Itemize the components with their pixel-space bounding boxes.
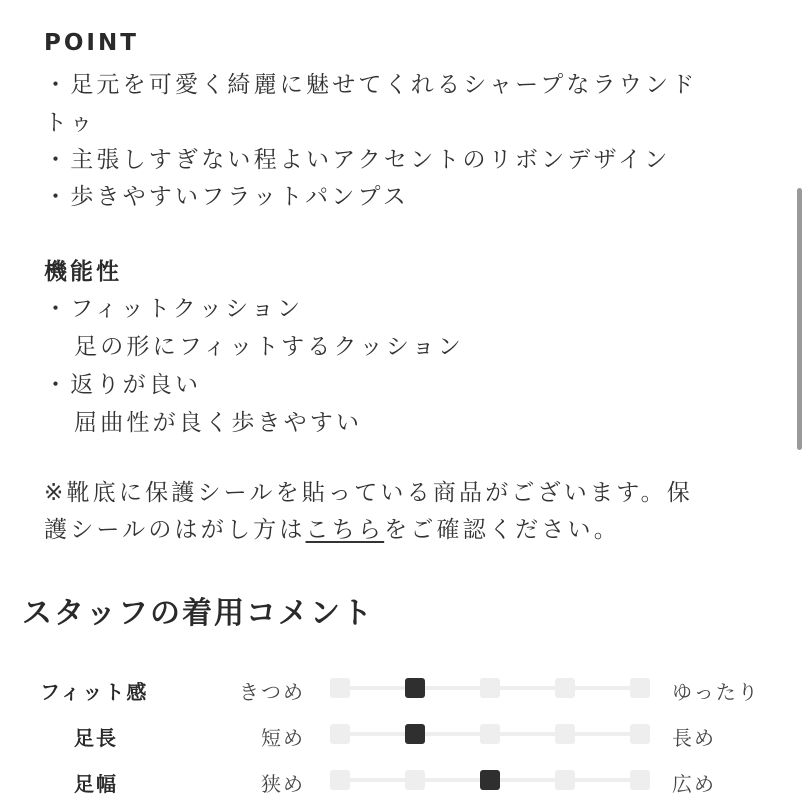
function-line: ・フィットクッション bbox=[44, 296, 304, 322]
note-text: をご確認ください。 bbox=[384, 517, 620, 543]
staff-comment-title: スタッフの着用コメント bbox=[22, 596, 374, 631]
function-line: ・返りが良い bbox=[44, 372, 202, 398]
rating-step bbox=[330, 770, 350, 790]
note-line: ※靴底に保護シールを貼っている商品がございます。保 bbox=[44, 480, 693, 506]
rating-scale bbox=[330, 770, 650, 790]
rating-step bbox=[630, 678, 650, 698]
rating-left-text: 狭め bbox=[261, 772, 305, 796]
rating-step bbox=[330, 678, 350, 698]
rating-marker-active bbox=[480, 770, 500, 790]
rating-marker-active bbox=[405, 724, 425, 744]
rating-right-text: 広め bbox=[672, 772, 716, 796]
rating-step bbox=[555, 724, 575, 744]
rating-marker-active bbox=[405, 678, 425, 698]
rating-step bbox=[555, 678, 575, 698]
rating-label: フィット感 bbox=[40, 680, 149, 704]
rating-label: 足長 bbox=[74, 726, 118, 750]
rating-scale bbox=[330, 724, 650, 744]
rating-right-text: ゆったり bbox=[672, 680, 760, 704]
rating-step bbox=[480, 678, 500, 698]
note-text: 護シールのはがし方は bbox=[44, 517, 306, 543]
rating-step bbox=[330, 724, 350, 744]
rating-step bbox=[405, 770, 425, 790]
point-line: ・歩きやすいフラットパンプス bbox=[44, 184, 409, 210]
rating-label: 足幅 bbox=[74, 772, 118, 796]
rating-row-length bbox=[0, 714, 810, 754]
note-line bbox=[44, 511, 620, 544]
rating-step bbox=[480, 724, 500, 744]
rating-row-fit bbox=[0, 668, 810, 708]
rating-step bbox=[630, 724, 650, 744]
rating-left-text: きつめ bbox=[239, 680, 305, 704]
scrollbar[interactable] bbox=[797, 188, 802, 450]
function-heading: 機能性 bbox=[44, 259, 122, 285]
point-line: ・主張しすぎない程よいアクセントのリボンデザイン bbox=[44, 147, 671, 173]
point-line: ・足元を可愛く綺麗に魅せてくれるシャープなラウンド bbox=[44, 72, 698, 98]
rating-step bbox=[630, 770, 650, 790]
point-line: トゥ bbox=[44, 110, 96, 136]
rating-row-width bbox=[0, 760, 810, 800]
peel-instructions-link[interactable]: こちら bbox=[305, 517, 385, 543]
rating-scale bbox=[330, 678, 650, 698]
rating-right-text: 長め bbox=[672, 726, 716, 750]
rating-step bbox=[555, 770, 575, 790]
point-heading: POINT bbox=[44, 30, 139, 56]
function-line: 足の形にフィットするクッション bbox=[74, 334, 465, 360]
function-line: 屈曲性が良く歩きやすい bbox=[74, 410, 363, 436]
rating-left-text: 短め bbox=[261, 726, 305, 750]
